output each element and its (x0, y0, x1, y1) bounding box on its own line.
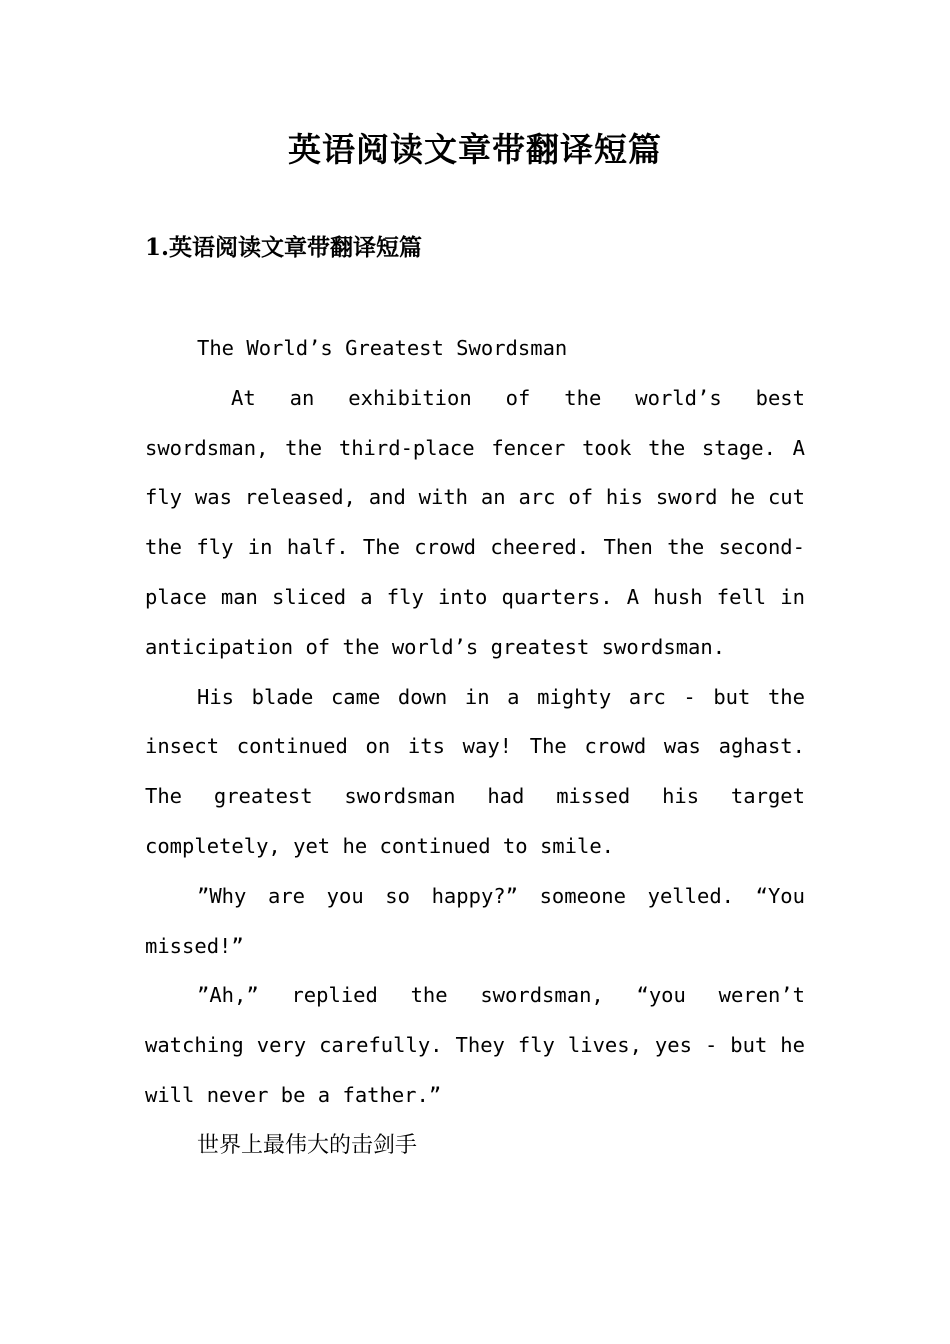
document-body (145, 324, 805, 1171)
paragraph-4: ”Ah,” replied the swordsman, “you weren’t watching very carefully. They fly lives, yes - but he will never be a father.” (145, 983, 805, 1107)
section-heading: 1.英语阅读文章带翻译短篇 (145, 234, 423, 261)
document-title: 英语阅读文章带翻译短篇 (288, 130, 662, 169)
paragraph-1: At an exhibition of the world’s best swordsman, the third-place fencer took the stage. A fly was released, and with an arc of his sword he cut the fly in half. The crowd cheered. Then the second-place man sliced a fly into quarters. A hush fell in anticipation of the world’s greatest swordsman. (145, 385, 805, 659)
translation-title: 世界上最伟大的击剑手 (197, 1132, 418, 1158)
paragraph-3: ”Why are you so happy?” someone yelled. “You missed!” (145, 883, 805, 958)
paragraph-2: His blade came down in a mighty arc - but the insect continued on its way! The crowd was aghast. The greatest swordsman had missed his target completely, yet he continued to smile. (145, 684, 805, 858)
story-title: The World’s Greatest Swordsman (197, 336, 568, 360)
